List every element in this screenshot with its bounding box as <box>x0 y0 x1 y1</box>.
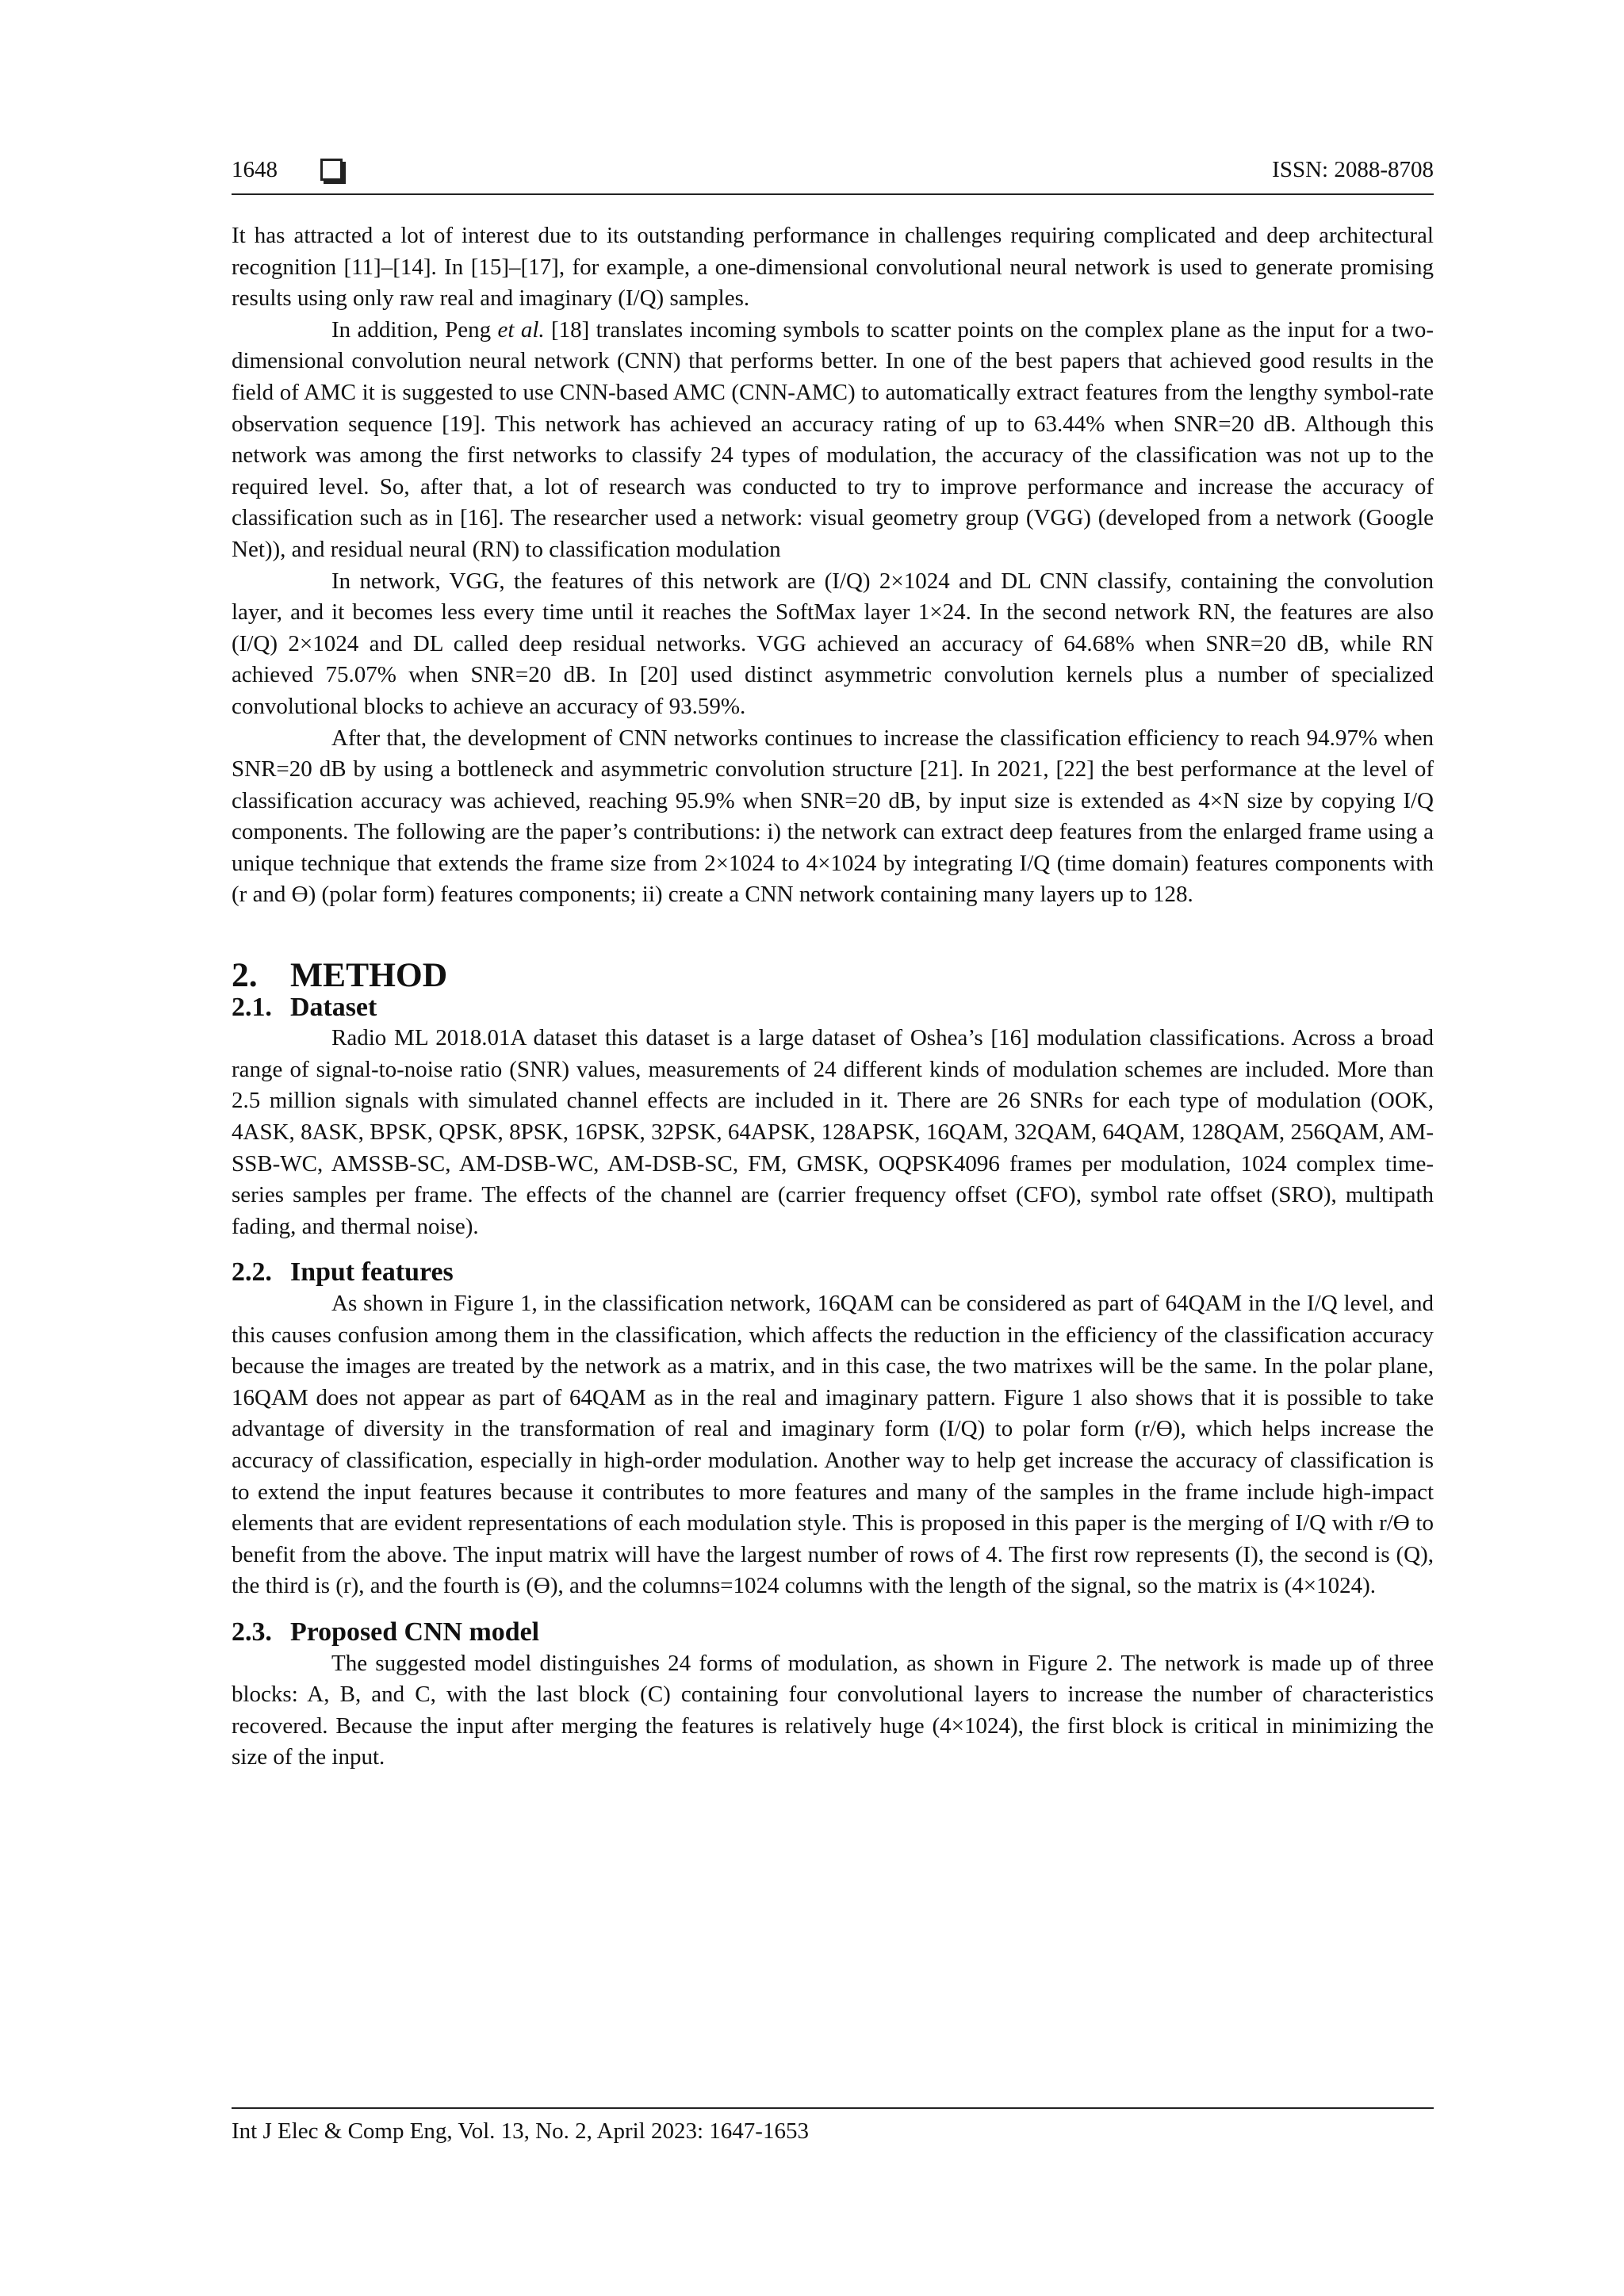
subsection-heading-proposed-model <box>232 1617 1434 1648</box>
page-number: 1648 <box>232 157 278 182</box>
intro-paragraph-2 <box>232 315 1434 566</box>
section-title: METHOD <box>290 956 448 995</box>
proposed-model-paragraph: The suggested model distinguishes 24 forms of modulation, as shown in Figure 2. The network is made up of three blocks: A, B, and C, with the last block (C) containing four convolutional layers to increase the number of characteristics recovered. Because the input after merging the features is relatively huge (4×1024), the first block is critical in minimizing the size of the input. <box>232 1650 1434 1770</box>
input-features-paragraph: As shown in Figure 1, in the classification network, 16QAM can be considered as part of 64QAM in the I/Q level, and this causes confusion among them in the classification, which affects the reduction in the efficiency of the classification accuracy because the images are treated by the network as a matrix, and in this case, the two matrixes will be the same. In the polar plane, 16QAM does not appear as part of 64QAM as in the real and imaginary pattern. Figure 1 also shows that it is possible to take advantage of diversity in the transformation of real and imaginary form (I/Q) to polar form (r/Ө), which helps increase the accuracy of classification, especially in high-order modulation. Another way to help get increase the accuracy of classification is to extend the input features because it contributes to more features and many of the samples in the frame include high-impact elements that are evident representations of each modulation style. This is proposed in this paper is the merging of I/Q with r/Ө to benefit from the above. The input matrix will have the largest number of rows of 4. The first row represents (I), the second is (Q), the third is (r), and the fourth is (Ө), and the columns=1024 columns with the length of the signal, so the matrix is (4×1024). <box>232 1291 1434 1599</box>
intro-p2-italic: et al. <box>497 316 545 342</box>
subsection-title: Proposed CNN model <box>290 1617 540 1647</box>
subsection-number: 2.2. <box>232 1257 272 1288</box>
subsection-number: 2.3. <box>232 1617 272 1647</box>
section-spacer <box>232 911 1434 960</box>
intro-p2-rest: [18] translates incoming symbols to scatter points on the complex plane as the input for a two-dimensional convolution neural network (CNN) that performs better. In one of the best papers that achieved good results in the field of AMC it is suggested to use CNN-based AMC (CNN-AMC) to automatically extract features from the lengthy symbol-rate observation sequence [19]. This network has achieved an accuracy rating of up to 63.44% when SNR=20 dB. Although this network was among the first networks to classify 24 types of modulation, the accuracy of the classification was not up to the required level. So, after that, a lot of research was conducted to try to improve performance and increase the accuracy of classification such as in [16]. The researcher used a network: visual geometry group (VGG) (developed from a network (Google Net)), and residual neural (RN) to classification modulation <box>232 316 1434 562</box>
subsection-number: 2.1. <box>232 992 272 1022</box>
subsection-title: Dataset <box>290 992 377 1022</box>
intro-paragraph-1: It has attracted a lot of interest due to its outstanding performance in challenges requiring complicated and deep architectural recognition [11]–[14]. In [15]–[17], for example, a one-dimensional convolutional neural network is used to generate promising results using only raw real and imaginary (I/Q) samples. <box>232 223 1434 312</box>
subsection-heading-input-features <box>232 1257 1434 1288</box>
intro-p2-start: In addition, Peng <box>331 316 498 342</box>
section-heading-method <box>232 956 1434 995</box>
footer-citation: Int J Elec & Comp Eng, Vol. 13, No. 2, April 2023: 1647-1653 <box>232 2118 809 2144</box>
subsection-heading-dataset <box>232 992 1434 1024</box>
issn: ISSN: 2088-8708 <box>1272 157 1434 182</box>
intro-paragraph-3: In network, VGG, the features of this network are (I/Q) 2×1024 and DL CNN classify, containing the convolution layer, and it becomes less every time until it reaches the SoftMax layer 1×24. In the second network RN, the features are also (I/Q) 2×1024 and DL called deep residual networks. VGG achieved an accuracy of 64.68% when SNR=20 dB, while RN achieved 75.07% when SNR=20 dB. In [20] used distinct asymmetric convolution kernels plus a number of specialized convolutional blocks to achieve an accuracy of 93.59%. <box>232 568 1434 719</box>
page-header <box>232 152 1434 195</box>
body-text <box>232 220 1434 1774</box>
intro-paragraph-4: After that, the development of CNN networks continues to increase the classification efficiency to reach 94.97% when SNR=20 dB by using a bottleneck and asymmetric convolution structure [21]. In 2021, [22] the best performance at the level of classification accuracy was achieved, reaching 95.9% when SNR=20 dB, by input size is extended as 4×N size by copying I/Q components. The following are the paper’s contributions: i) the network can extract deep features from the enlarged frame using a unique technique that extends the frame size from 2×1024 to 4×1024 by integrating I/Q (time domain) features components with (r and Ө) (polar form) features components; ii) create a CNN network containing many layers up to 128. <box>232 725 1434 908</box>
page-footer <box>232 2107 1434 2145</box>
section-spacer <box>232 1602 1434 1617</box>
subsection-title: Input features <box>290 1257 454 1288</box>
section-number: 2. <box>232 956 258 995</box>
dataset-paragraph: Radio ML 2018.01A dataset this dataset is a large dataset of Oshea’s [16] modulation classifications. Across a broad range of signal-to-noise ratio (SNR) values, measurements of 24 different kinds of modulation schemes are included. More than 2.5 million signals with simulated channel effects are included in it. There are 26 SNRs for each type of modulation (OOK, 4ASK, 8ASK, BPSK, QPSK, 8PSK, 16PSK, 32PSK, 64APSK, 128APSK, 16QAM, 32QAM, 64QAM, 128QAM, 256QAM, AM-SSB-WC, AMSSB-SC, AM-DSB-WC, AM-DSB-SC, FM, GMSK, OQPSK4096 frames per modulation, 1024 complex time-series samples per frame. The effects of the channel are (carrier frequency offset (CFO), symbol rate offset (SRO), multipath fading, and thermal noise). <box>232 1025 1434 1239</box>
section-spacer <box>232 1242 1434 1257</box>
square-box-icon <box>320 159 343 181</box>
